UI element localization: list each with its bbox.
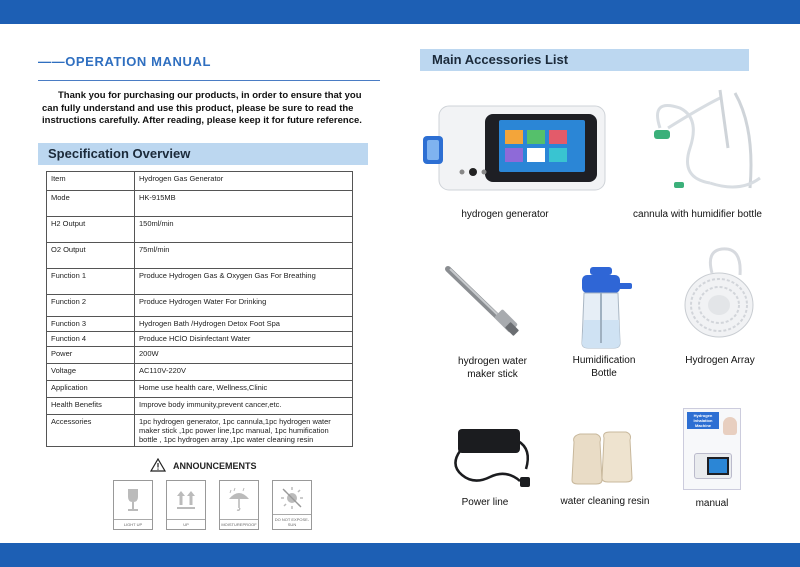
intro-paragraph: Thank you for purchasing our products, in order to ensure that you can fully understand and use this product, please be sure to read the instructions carefully. After reading, please keep it for future reference.	[42, 90, 362, 126]
spec-table	[46, 171, 353, 447]
manual-cover-person	[723, 417, 737, 435]
table-row: H2 Output 150ml/min	[47, 217, 353, 243]
spec-section-title: Specification Overview	[38, 143, 368, 165]
cannula-image	[640, 88, 770, 203]
array-label: Hydrogen Array	[685, 355, 755, 366]
table-row: Mode HK-915MB	[47, 191, 353, 217]
table-row: Voltage AC110V-220V	[47, 364, 353, 381]
manual-label: manual	[695, 498, 729, 509]
power-line-label: Power line	[461, 497, 509, 508]
table-row: Function 2 Produce Hydrogen Water For Drinking	[47, 295, 353, 317]
manual-image	[683, 408, 741, 490]
table-row: Health Benefits Improve body immunity,prevent cancer,etc.	[47, 398, 353, 415]
table-row: Item Hydrogen Gas Generator	[47, 172, 353, 191]
generator-label: hydrogen generator	[461, 209, 549, 220]
table-row: O2 Output 75ml/min	[47, 243, 353, 269]
water-resin-image	[568, 428, 638, 493]
fragile-glass-icon: LIGHT UP	[113, 480, 153, 530]
accessories-section-title: Main Accessories List	[420, 49, 749, 71]
resin-label: water cleaning resin	[560, 496, 650, 507]
table-row: Function 4 Produce HClO Disinfectant Water	[47, 332, 353, 347]
hydrogen-generator-image	[415, 100, 610, 200]
operation-manual-title: ——OPERATION MANUAL	[38, 54, 212, 69]
warning-icons	[113, 480, 312, 530]
manual-cover-device	[694, 453, 732, 479]
water-stick-image	[440, 265, 535, 345]
bottom-band	[0, 543, 800, 567]
bottle-label: Humidification Bottle	[572, 355, 636, 379]
power-line-image	[440, 425, 535, 500]
hydrogen-array-image	[682, 245, 757, 345]
table-row: Accessories 1pc hydrogen generator, 1pc cannula,1pc hydrogen water maker stick ,1pc power line,1pc manual, 1pc humification bottle , 1pc hydrogen array ,1pc water cleaning resin	[47, 415, 353, 447]
manual-cover-title: Hydrogen Inhalation Machine	[687, 412, 719, 429]
table-row: Application Home use health care, Wellness,Clinic	[47, 381, 353, 398]
no-sun-icon: DO NOT EXPOSE-SUN	[272, 480, 312, 530]
humidification-bottle-image	[570, 265, 635, 355]
top-band	[0, 0, 800, 24]
warning-triangle-icon	[150, 458, 166, 474]
stick-label: hydrogen water maker stick	[458, 356, 527, 380]
announcements-heading: ANNOUNCEMENTS	[150, 458, 257, 474]
this-way-up-icon: UP	[166, 480, 206, 530]
umbrella-icon: MOISTUREPROOF	[219, 480, 259, 530]
cannula-label: cannula with humidifier bottle	[633, 209, 762, 220]
table-row: Function 1 Produce Hydrogen Gas & Oxygen Gas For Breathing	[47, 269, 353, 295]
table-row: Power 200W	[47, 347, 353, 364]
table-row: Function 3 Hydrogen Bath /Hydrogen Detox Foot Spa	[47, 317, 353, 332]
title-rule	[38, 80, 380, 81]
